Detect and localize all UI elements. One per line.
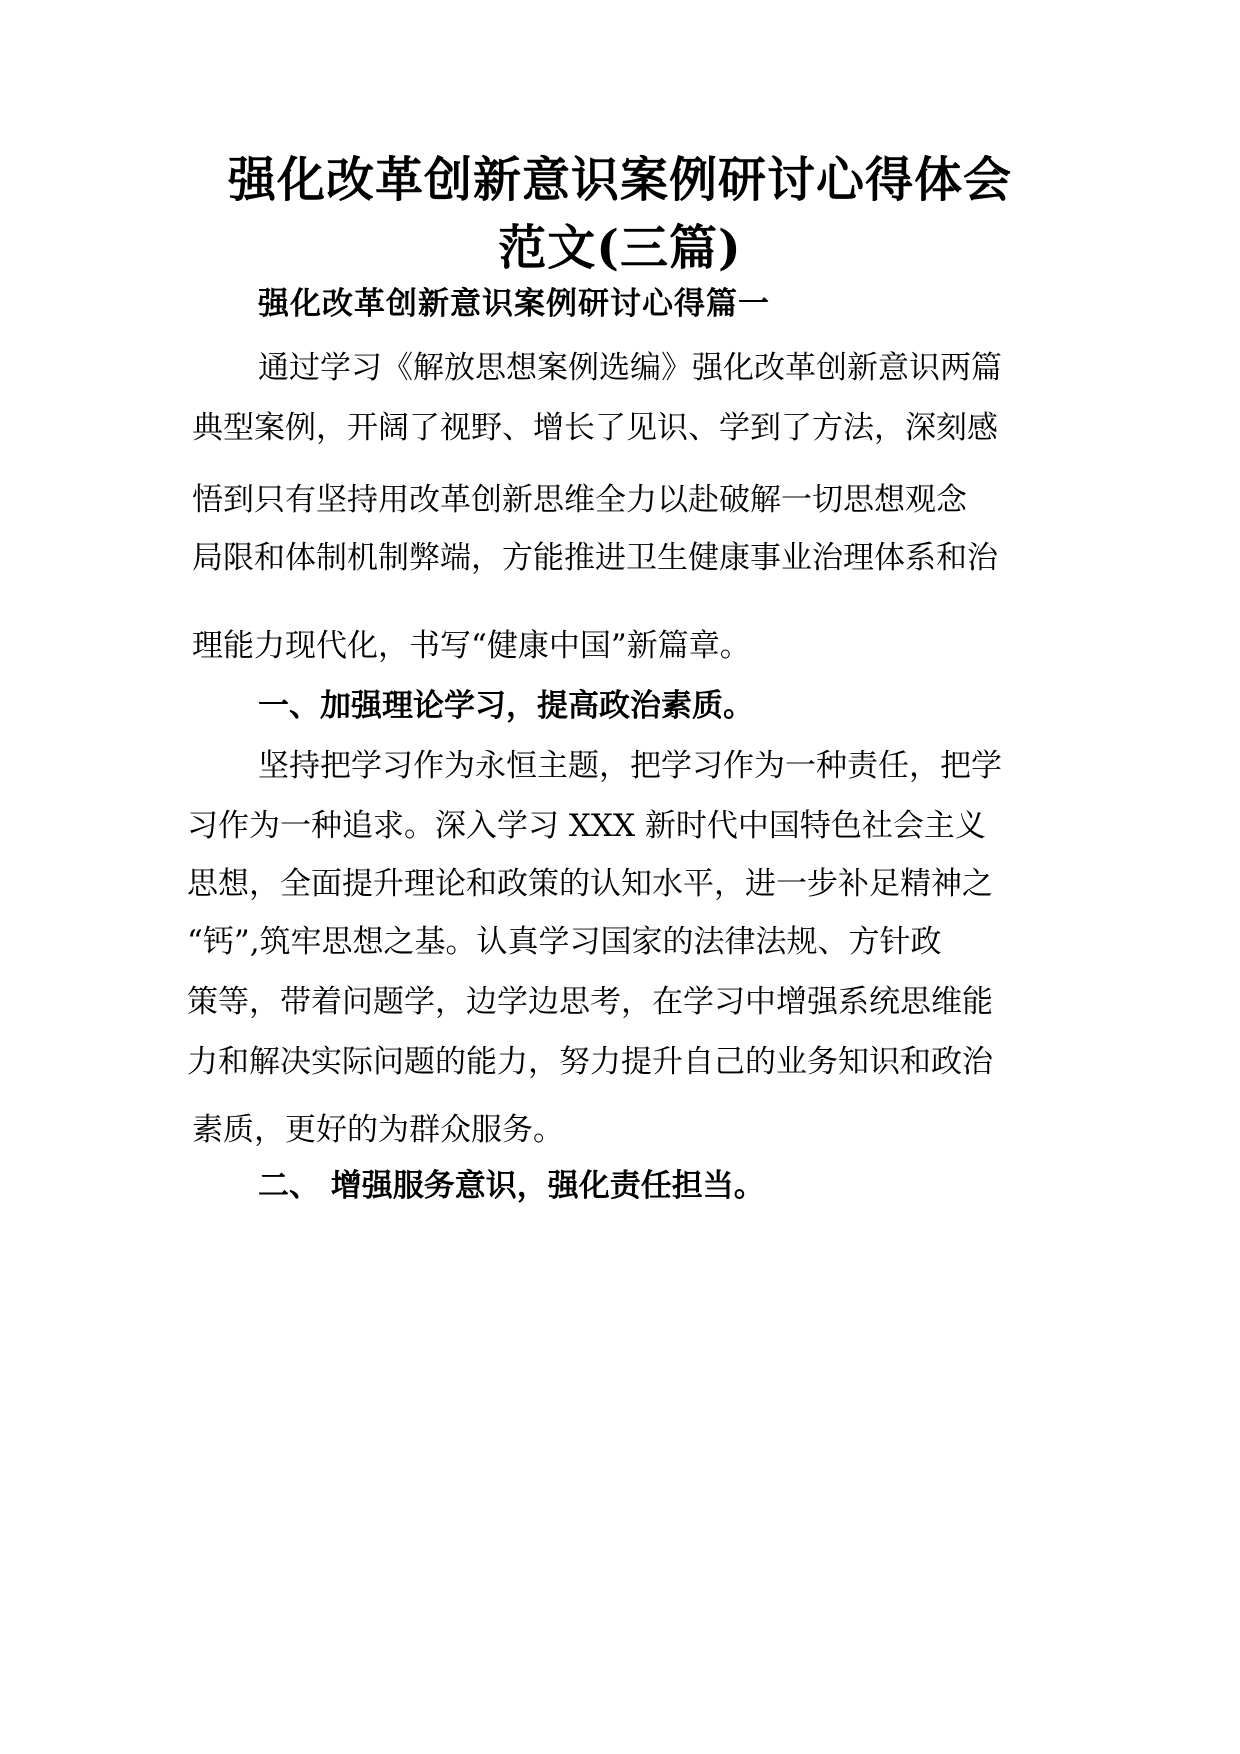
paragraph-line: 理能力现代化，书写“健康中国”新篇章。 <box>192 628 751 664</box>
paragraph-line: 坚持把学习作为永恒主题，把学习作为一种责任，把学 <box>258 748 1002 784</box>
paragraph-line: 悟到只有坚持用改革创新思维全力以赴破解一切思想观念 <box>192 482 967 518</box>
document-title-line-2: 范文(三篇) <box>498 220 742 276</box>
paragraph-line: 习作为一种追求。深入学习 XXX 新时代中国特色社会主义 <box>187 808 986 844</box>
paragraph-line: 素质，更好的为群众服务。 <box>192 1112 564 1148</box>
paragraph-line: 策等，带着问题学，边学边思考，在学习中增强系统思维能 <box>187 984 993 1020</box>
section-heading-1: 一、加强理论学习，提高政治素质。 <box>258 688 754 724</box>
paragraph-line: 思想，全面提升理论和政策的认知水平，进一步补足精神之 <box>187 866 993 902</box>
paragraph-line: 局限和体制机制弊端，方能推进卫生健康事业治理体系和治 <box>192 540 998 576</box>
section-heading-2: 二、 增强服务意识，强化责任担当。 <box>258 1168 765 1204</box>
paragraph-line: “钙”,筑牢思想之基。认真学习国家的法律法规、方针政 <box>187 924 942 960</box>
paragraph-line: 典型案例，开阔了视野、增长了见识、学到了方法，深刻感 <box>192 410 998 446</box>
paragraph-line: 力和解决实际问题的能力，努力提升自己的业务知识和政治 <box>187 1044 993 1080</box>
paragraph-line: 通过学习《解放思想案例选编》强化改革创新意识两篇 <box>258 350 1002 386</box>
document-title-line-1: 强化改革创新意识案例研讨心得体会 <box>227 152 1012 208</box>
article-subheading: 强化改革创新意识案例研讨心得篇一 <box>258 286 770 322</box>
